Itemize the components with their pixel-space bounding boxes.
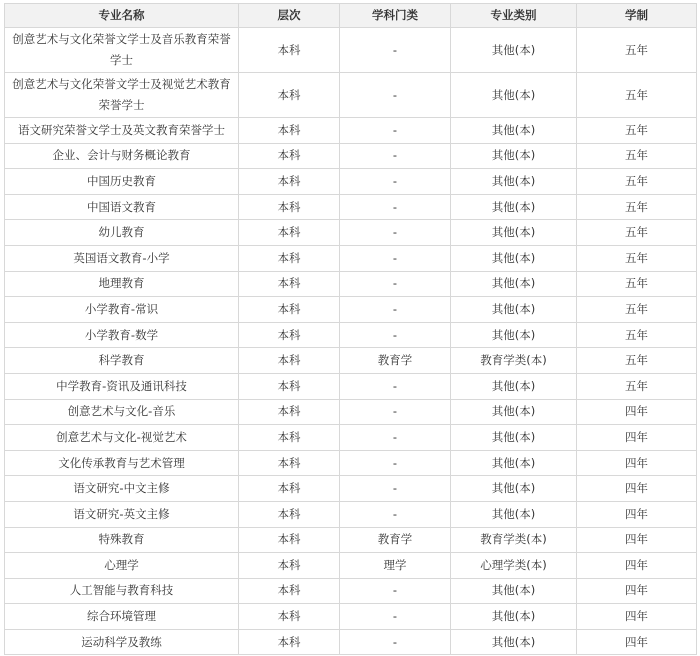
cell-discipline: - [340, 501, 451, 527]
cell-duration: 四年 [577, 476, 697, 502]
cell-discipline: - [340, 450, 451, 476]
cell-major-name: 创意艺术与文化-视觉艺术 [5, 425, 239, 451]
cell-duration: 四年 [577, 578, 697, 604]
table-row [5, 425, 697, 451]
table-row [5, 604, 697, 630]
cell-category: 其他(本) [451, 501, 577, 527]
cell-level: 本科 [239, 73, 340, 118]
cell-major-name: 小学教育-数学 [5, 322, 239, 348]
cell-duration: 四年 [577, 527, 697, 553]
cell-duration: 四年 [577, 450, 697, 476]
cell-level: 本科 [239, 527, 340, 553]
cell-discipline: - [340, 373, 451, 399]
cell-level: 本科 [239, 297, 340, 323]
cell-discipline: - [340, 399, 451, 425]
cell-duration: 五年 [577, 194, 697, 220]
cell-major-name: 中学教育-资讯及通讯科技 [5, 373, 239, 399]
majors-table-container [4, 3, 696, 655]
cell-discipline: - [340, 476, 451, 502]
cell-major-name: 科学教育 [5, 348, 239, 374]
cell-category: 其他(本) [451, 297, 577, 323]
table-row [5, 322, 697, 348]
cell-category: 其他(本) [451, 118, 577, 144]
table-row [5, 450, 697, 476]
cell-level: 本科 [239, 28, 340, 73]
table-row [5, 629, 697, 655]
cell-category: 其他(本) [451, 629, 577, 655]
cell-level: 本科 [239, 629, 340, 655]
table-row [5, 501, 697, 527]
cell-level: 本科 [239, 220, 340, 246]
cell-major-name: 语文研究-英文主修 [5, 501, 239, 527]
cell-level: 本科 [239, 501, 340, 527]
cell-category: 其他(本) [451, 28, 577, 73]
cell-level: 本科 [239, 169, 340, 195]
cell-discipline: - [340, 169, 451, 195]
cell-discipline: - [340, 73, 451, 118]
cell-duration: 五年 [577, 297, 697, 323]
cell-duration: 五年 [577, 348, 697, 374]
header-duration: 学制 [577, 4, 697, 28]
cell-level: 本科 [239, 476, 340, 502]
cell-discipline: 教育学 [340, 527, 451, 553]
cell-duration: 五年 [577, 322, 697, 348]
cell-major-name: 人工智能与教育科技 [5, 578, 239, 604]
table-row [5, 194, 697, 220]
cell-major-name: 英国语文教育-小学 [5, 245, 239, 271]
table-row [5, 73, 697, 118]
cell-major-name: 企业、会计与财务概论教育 [5, 143, 239, 169]
cell-category: 其他(本) [451, 476, 577, 502]
cell-major-name: 中国历史教育 [5, 169, 239, 195]
cell-major-name: 文化传承教育与艺术管理 [5, 450, 239, 476]
cell-major-name: 特殊教育 [5, 527, 239, 553]
cell-category: 心理学类(本) [451, 553, 577, 579]
cell-major-name: 幼儿教育 [5, 220, 239, 246]
cell-duration: 四年 [577, 553, 697, 579]
cell-major-name: 创意艺术与文化-音乐 [5, 399, 239, 425]
cell-discipline: - [340, 220, 451, 246]
header-level: 层次 [239, 4, 340, 28]
cell-discipline: - [340, 322, 451, 348]
table-row [5, 476, 697, 502]
table-body [5, 28, 697, 655]
table-row [5, 399, 697, 425]
cell-level: 本科 [239, 425, 340, 451]
cell-major-name: 小学教育-常识 [5, 297, 239, 323]
cell-category: 其他(本) [451, 373, 577, 399]
header-discipline: 学科门类 [340, 4, 451, 28]
table-row [5, 271, 697, 297]
table-row [5, 118, 697, 144]
table-row [5, 578, 697, 604]
cell-category: 其他(本) [451, 450, 577, 476]
cell-discipline: - [340, 629, 451, 655]
cell-level: 本科 [239, 553, 340, 579]
table-header-row [5, 4, 697, 28]
cell-level: 本科 [239, 578, 340, 604]
cell-duration: 五年 [577, 271, 697, 297]
cell-category: 教育学类(本) [451, 527, 577, 553]
cell-discipline: - [340, 604, 451, 630]
table-row [5, 297, 697, 323]
cell-category: 其他(本) [451, 220, 577, 246]
cell-category: 其他(本) [451, 73, 577, 118]
cell-major-name: 创意艺术与文化荣誉文学士及视觉艺术教育荣誉学士 [5, 73, 239, 118]
cell-discipline: 教育学 [340, 348, 451, 374]
table-row [5, 143, 697, 169]
cell-duration: 四年 [577, 399, 697, 425]
cell-duration: 五年 [577, 220, 697, 246]
cell-level: 本科 [239, 604, 340, 630]
cell-discipline: - [340, 143, 451, 169]
cell-category: 其他(本) [451, 578, 577, 604]
cell-duration: 四年 [577, 425, 697, 451]
cell-level: 本科 [239, 450, 340, 476]
cell-discipline: - [340, 271, 451, 297]
cell-category: 其他(本) [451, 194, 577, 220]
cell-major-name: 综合环境管理 [5, 604, 239, 630]
cell-duration: 五年 [577, 169, 697, 195]
cell-discipline: - [340, 28, 451, 73]
cell-major-name: 语文研究荣誉文学士及英文教育荣誉学士 [5, 118, 239, 144]
cell-duration: 四年 [577, 501, 697, 527]
cell-level: 本科 [239, 322, 340, 348]
cell-duration: 五年 [577, 245, 697, 271]
majors-table [4, 3, 697, 655]
cell-discipline: - [340, 578, 451, 604]
cell-discipline: - [340, 118, 451, 144]
cell-major-name: 运动科学及教练 [5, 629, 239, 655]
cell-discipline: 理学 [340, 553, 451, 579]
cell-level: 本科 [239, 373, 340, 399]
cell-duration: 四年 [577, 604, 697, 630]
table-row [5, 553, 697, 579]
cell-duration: 五年 [577, 28, 697, 73]
table-row [5, 245, 697, 271]
table-row [5, 373, 697, 399]
cell-duration: 五年 [577, 73, 697, 118]
cell-category: 其他(本) [451, 169, 577, 195]
cell-duration: 四年 [577, 629, 697, 655]
cell-discipline: - [340, 297, 451, 323]
cell-category: 其他(本) [451, 143, 577, 169]
cell-major-name: 创意艺术与文化荣誉文学士及音乐教育荣誉学士 [5, 28, 239, 73]
cell-category: 其他(本) [451, 399, 577, 425]
header-category: 专业类别 [451, 4, 577, 28]
cell-category: 其他(本) [451, 271, 577, 297]
table-row [5, 220, 697, 246]
table-row [5, 348, 697, 374]
cell-category: 其他(本) [451, 245, 577, 271]
cell-discipline: - [340, 425, 451, 451]
table-row [5, 28, 697, 73]
table-row [5, 527, 697, 553]
cell-level: 本科 [239, 194, 340, 220]
cell-major-name: 地理教育 [5, 271, 239, 297]
cell-level: 本科 [239, 118, 340, 144]
cell-duration: 五年 [577, 373, 697, 399]
cell-discipline: - [340, 245, 451, 271]
cell-category: 其他(本) [451, 604, 577, 630]
cell-category: 教育学类(本) [451, 348, 577, 374]
cell-discipline: - [340, 194, 451, 220]
cell-duration: 五年 [577, 118, 697, 144]
cell-level: 本科 [239, 399, 340, 425]
cell-major-name: 中国语文教育 [5, 194, 239, 220]
cell-duration: 五年 [577, 143, 697, 169]
cell-major-name: 心理学 [5, 553, 239, 579]
cell-category: 其他(本) [451, 322, 577, 348]
cell-level: 本科 [239, 348, 340, 374]
cell-level: 本科 [239, 271, 340, 297]
header-major-name: 专业名称 [5, 4, 239, 28]
cell-major-name: 语文研究-中文主修 [5, 476, 239, 502]
cell-level: 本科 [239, 143, 340, 169]
cell-category: 其他(本) [451, 425, 577, 451]
table-row [5, 169, 697, 195]
cell-level: 本科 [239, 245, 340, 271]
